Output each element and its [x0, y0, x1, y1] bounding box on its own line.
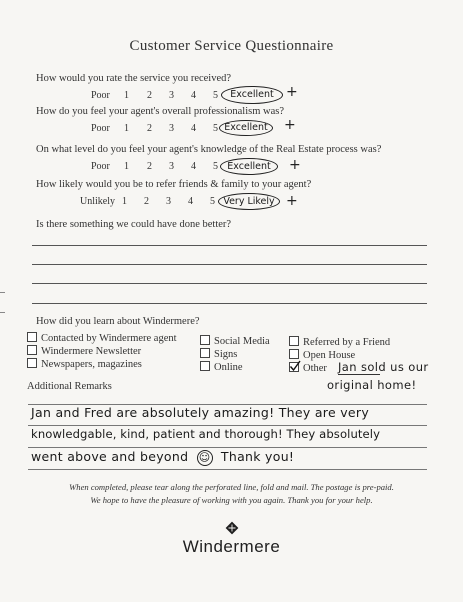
question-4-answer-circle: Very Likely [218, 193, 280, 210]
remarks-line-1: Jan and Fred are absolutely amazing! They are very [31, 405, 370, 420]
option-newspapers[interactable]: Newspapers, magazines [27, 358, 142, 370]
option-contacted-by-agent[interactable]: Contacted by Windermere agent [27, 332, 177, 344]
option-signs[interactable]: Signs [200, 348, 237, 360]
improvement-question: Is there something we could have done better? [36, 219, 232, 230]
other-answer-line-2: original home! [327, 378, 417, 392]
footer-instructions: When completed, please tear along the perforated line, fold and mail. The postage is pre-paid. [69, 482, 394, 492]
page-title: Customer Service Questionnaire [129, 38, 334, 54]
smiley-face-icon: ☺ [197, 450, 213, 466]
question-1-scale: Poor 1 2 3 4 5 [91, 90, 218, 101]
question-1-plus-mark: + [286, 84, 298, 100]
question-3-scale: Poor 1 2 3 4 5 [91, 161, 218, 172]
answer-line [32, 303, 427, 304]
diamond-logo-icon [225, 521, 239, 535]
option-newsletter[interactable]: Windermere Newsletter [27, 345, 141, 357]
remarks-label: Additional Remarks [27, 381, 112, 392]
question-3-answer-circle: Excellent [220, 158, 278, 175]
question-1-answer-circle: Excellent [221, 86, 283, 104]
remarks-line [28, 447, 427, 448]
remarks-line [28, 469, 427, 470]
checkbox[interactable] [27, 345, 37, 355]
question-4-plus-mark: + [286, 193, 298, 209]
option-online[interactable]: Online [200, 361, 243, 373]
answer-line [32, 245, 427, 246]
remarks-line-3: went above and beyond ☺ Thank you! [31, 449, 295, 464]
option-social-media[interactable]: Social Media [200, 335, 270, 347]
question-2-text: How do you feel your agent's overall professionalism was? [36, 106, 284, 117]
perforation-mark [0, 292, 5, 293]
question-4-scale: Unlikely 1 2 3 4 5 [80, 196, 215, 207]
windermere-logo [0, 521, 463, 557]
other-underline [338, 374, 380, 375]
option-other[interactable]: Other [289, 362, 327, 374]
checkbox[interactable] [27, 332, 37, 342]
question-4-text: How likely would you be to refer friends & family to your agent? [36, 179, 312, 190]
checkbox[interactable] [200, 361, 210, 371]
question-1-text: How would you rate the service you received? [36, 73, 232, 84]
question-2-plus-mark: + [284, 117, 296, 133]
option-open-house[interactable]: Open House [289, 349, 355, 361]
checkbox[interactable] [27, 358, 37, 368]
question-3-text: On what level do you feel your agent's knowledge of the Real Estate process was? [36, 144, 382, 155]
question-2-scale: Poor 1 2 3 4 5 [91, 123, 218, 134]
checkbox[interactable] [289, 349, 299, 359]
footer-thanks: We hope to have the pleasure of working with you again. Thank you for your help. [90, 495, 373, 505]
question-3-plus-mark: + [289, 157, 301, 173]
checkbox-checked[interactable] [289, 362, 299, 372]
logo-wordmark: Windermere [182, 537, 281, 556]
checkbox[interactable] [200, 335, 210, 345]
check-mark-icon [289, 360, 301, 372]
answer-line [32, 264, 427, 265]
other-answer-line-1: Jan sold us our [338, 360, 429, 374]
remarks-line-2: knowledgable, kind, patient and thorough! They absolutely [31, 427, 381, 441]
checkbox[interactable] [289, 336, 299, 346]
perforation-mark [0, 312, 5, 313]
remarks-line [28, 425, 427, 426]
answer-line [32, 283, 427, 284]
source-question: How did you learn about Windermere? [36, 316, 200, 327]
question-2-answer-circle: Excellent [219, 120, 273, 136]
option-referred-by-friend[interactable]: Referred by a Friend [289, 336, 390, 348]
checkbox[interactable] [200, 348, 210, 358]
